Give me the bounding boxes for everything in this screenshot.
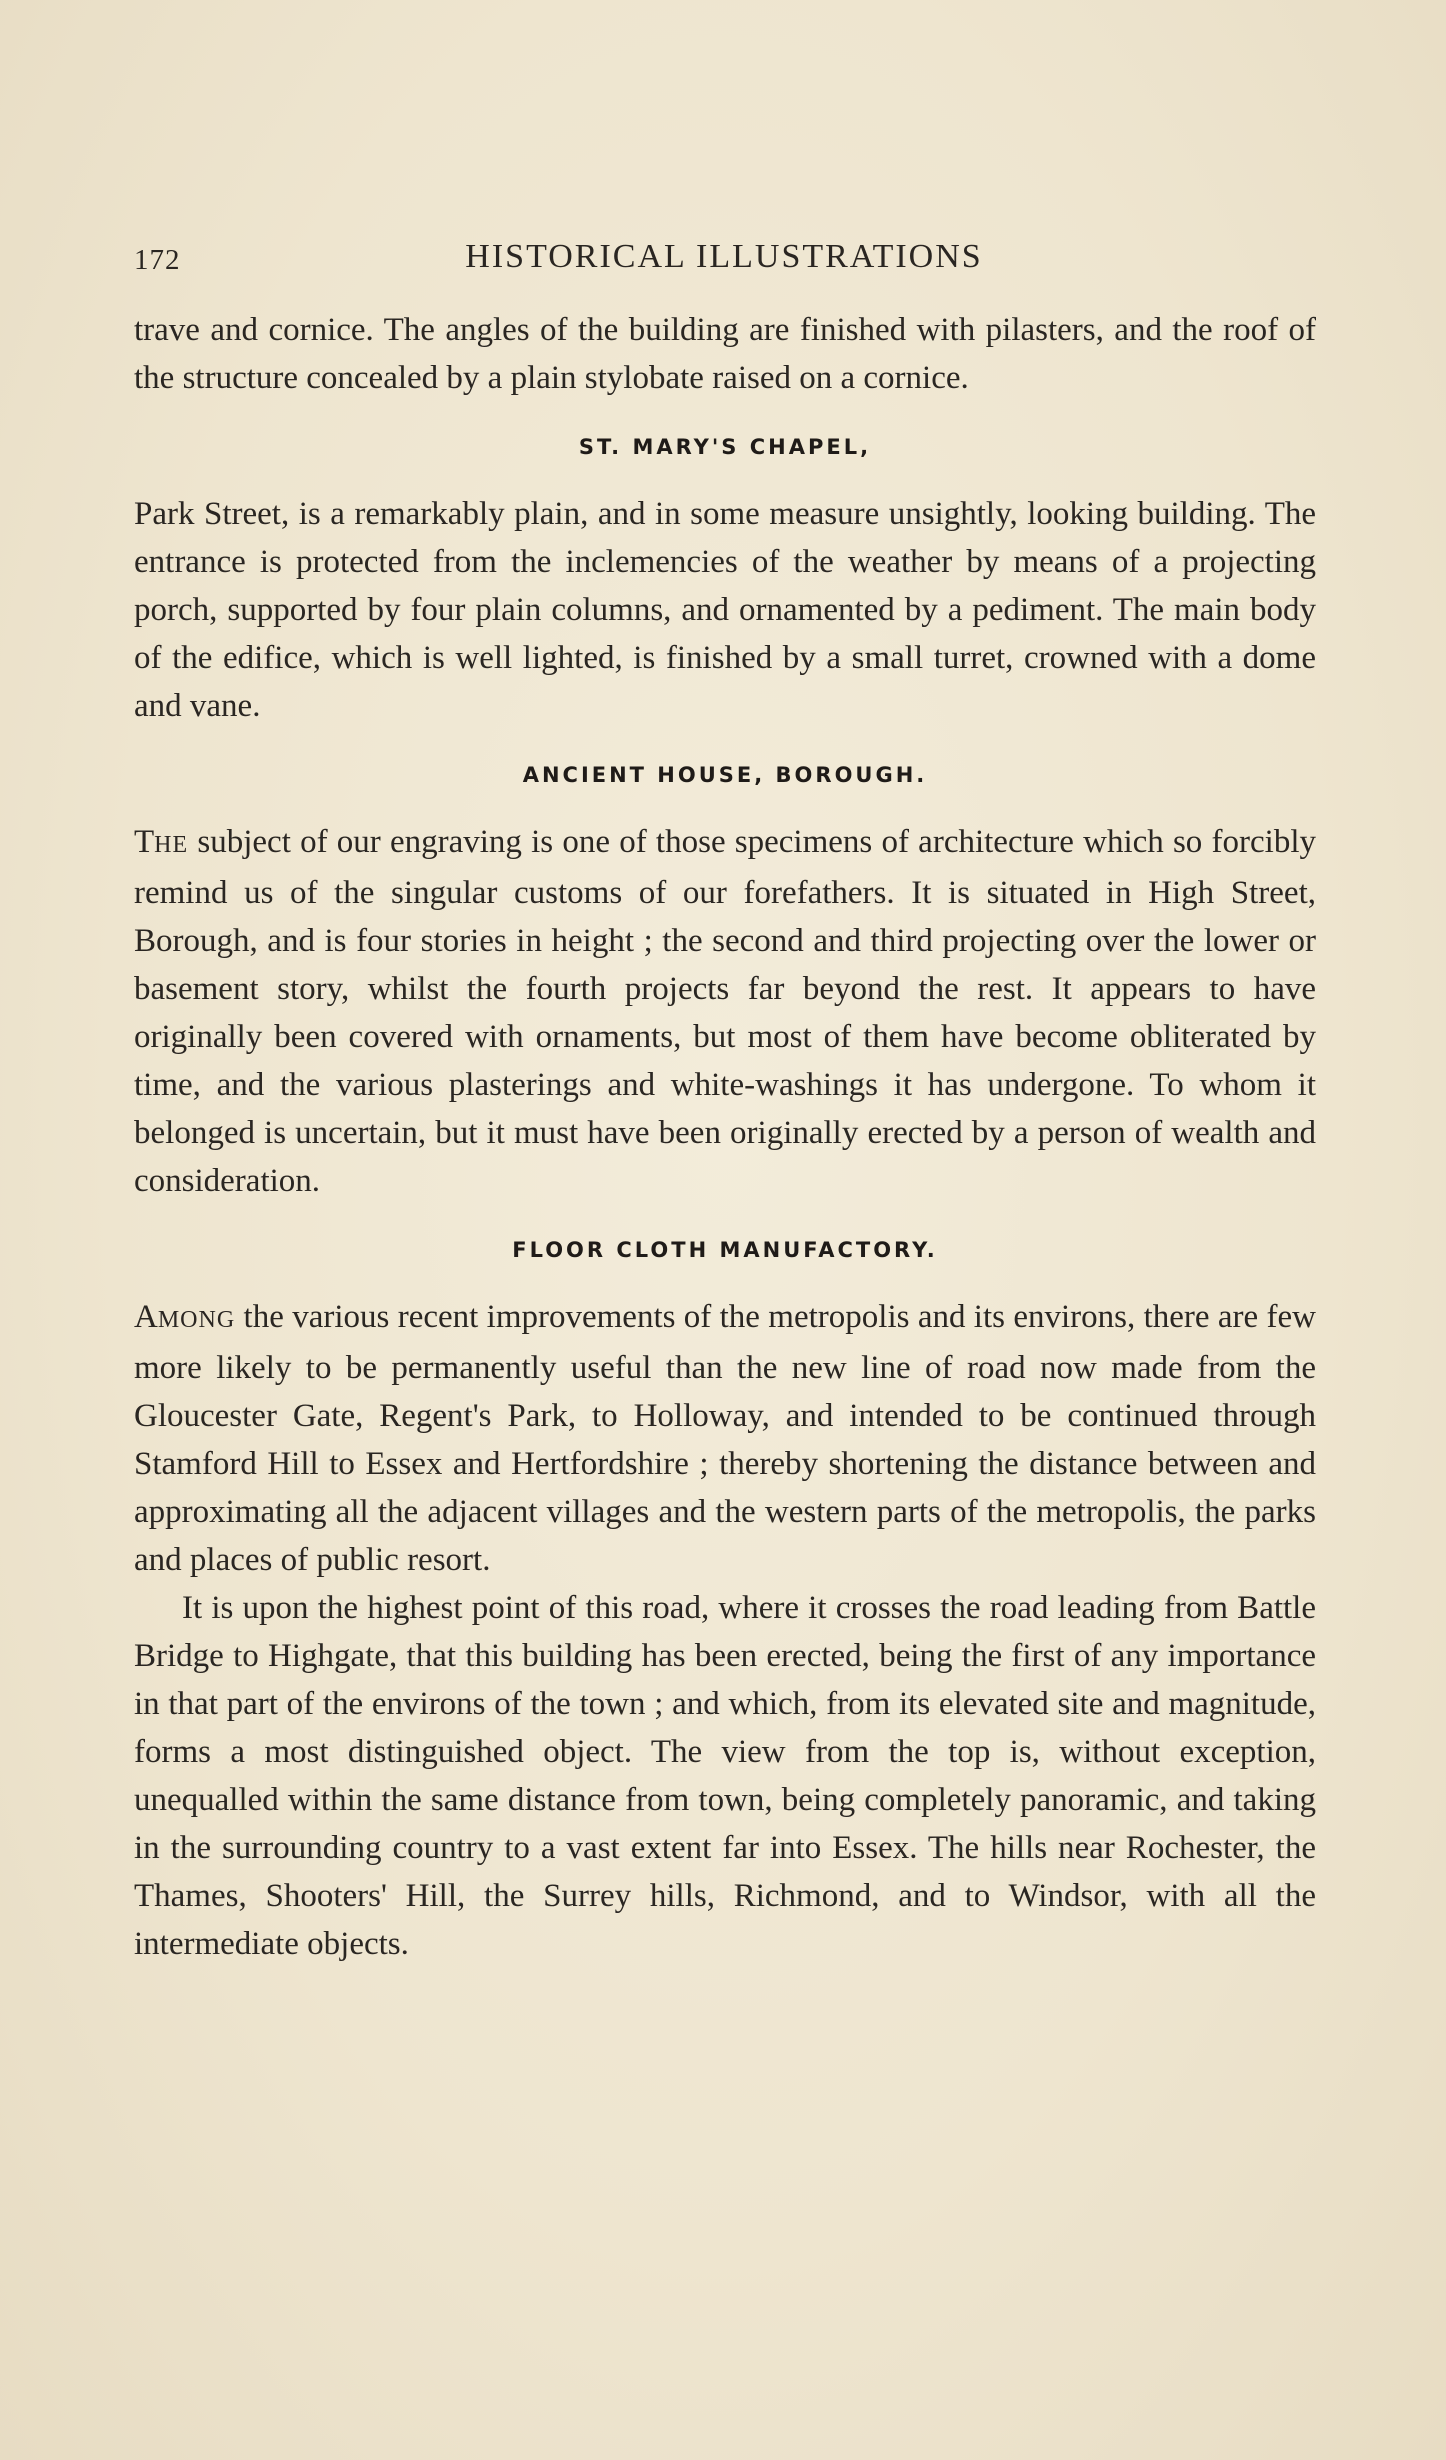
section-heading-st-marys-chapel: ST. MARY'S CHAPEL, (578, 435, 872, 459)
paragraph-floor-cloth-1 (134, 1293, 1316, 1584)
paragraph-text: subject of our engraving is one of those specimens of architecture which so forcibly remind us of the singular customs of our forefathers. It is situated in High Street, Borough, and is four stories in height ; the second and third projecting over the lower or basement story, whilst the fourth projects far beyond the rest. It appears to have originally been covered with ornaments, but most of them have become obliterated by time, and the various plasterings and white-washings it has undergone. To whom it belonged is uncertain, but it must have been originally erected by a person of wealth and consideration. (134, 824, 1316, 1199)
drop-word-first-letter: A (134, 1299, 158, 1335)
intro-paragraph: trave and cornice. The angles of the building are finished with pilasters, and the roof of the structure concealed by a plain stylobate raised on a cornice. (134, 312, 1316, 396)
drop-word-first-letter: T (134, 824, 155, 860)
paragraph-text: the various recent improvements of the metropolis and its environs, there are few more likely to be permanently useful than the new line of road now made from the Gloucester Gate, Regent's Park, to Holloway, and intended to be continued through Stamford Hill to Essex and Hertfordshire ; thereby shortening the distance between and approximating all the adjacent villages and the western parts of the metropolis, the parks and places of public resort. (134, 1299, 1316, 1578)
section-heading-floor-cloth-manufactory: FLOOR CLOTH MANUFACTORY. (512, 1238, 938, 1262)
running-title: HISTORICAL ILLUSTRATIONS (465, 238, 983, 275)
body-text (134, 306, 1316, 1968)
paragraph-st-marys-chapel: Park Street, is a remarkably plain, and in some measure unsightly, looking building. The entrance is protected from the inclemencies of the weather by means of a projecting porch, supported by four plain columns, and ornamented by a pediment. The main body of the edifice, which is well lighted, is finished by a small turret, crowned with a dome and vane. (134, 496, 1316, 724)
drop-word-small-caps: HE (154, 832, 189, 858)
drop-word-small-caps: MONG (157, 1307, 236, 1333)
paragraph-ancient-house (134, 818, 1316, 1205)
page-number: 172 (134, 244, 181, 276)
section-heading-ancient-house: ANCIENT HOUSE, BOROUGH. (522, 763, 928, 787)
paragraph-floor-cloth-2: It is upon the highest point of this road, where it crosses the road leading from Battle Bridge to Highgate, that this building has been erected, being the first of any importance in that part of the environs of the town ; and which, from its elevated site and magnitude, forms a most distinguished object. The view from the top is, without exception, unequalled within the same distance from town, being completely panoramic, and taking in the surrounding country to a vast extent far into Essex. The hills near Rochester, the Thames, Shooters' Hill, the Surrey hills, Richmond, and to Windsor, with all the intermediate objects. (134, 1590, 1316, 1962)
running-head (134, 238, 1314, 288)
